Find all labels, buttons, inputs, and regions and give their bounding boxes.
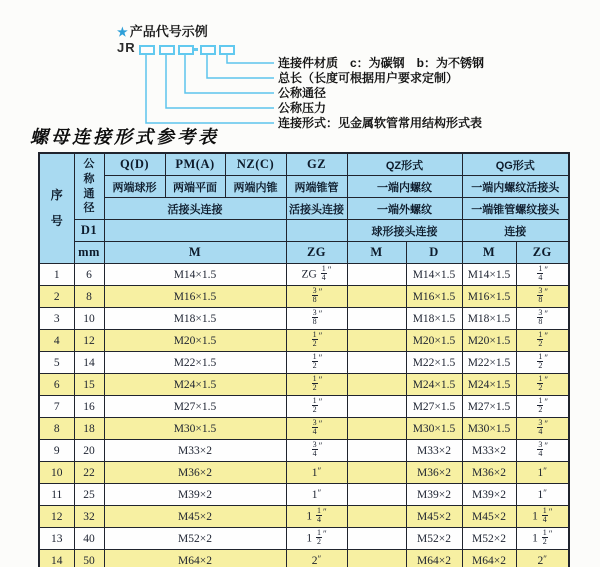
cell-mm: 14 bbox=[74, 352, 104, 374]
header-d1: D1 bbox=[74, 220, 104, 242]
cell-qg-m: M64×2 bbox=[462, 550, 516, 567]
table-row bbox=[39, 462, 569, 484]
table-row bbox=[39, 308, 569, 330]
table-row bbox=[39, 506, 569, 528]
cell-qz-m bbox=[347, 506, 406, 528]
cell-qz-m bbox=[347, 330, 406, 352]
cell-mm: 12 bbox=[74, 330, 104, 352]
cell-qg-zg: $\frac{1}{2}$ ″ bbox=[516, 330, 569, 352]
cell-mm: 40 bbox=[74, 528, 104, 550]
cell-no: 3 bbox=[39, 308, 74, 330]
code-prefix: JR bbox=[117, 40, 136, 55]
cell-qz-d: M22×1.5 bbox=[406, 352, 462, 374]
cell-mm: 18 bbox=[74, 418, 104, 440]
header-qz-d: D bbox=[406, 242, 462, 264]
cell-qz-m bbox=[347, 396, 406, 418]
header-seq: 序号 bbox=[39, 153, 74, 264]
header-gz-desc: 两端锥管 bbox=[286, 176, 347, 198]
cell-qg-m: M22×1.5 bbox=[462, 352, 516, 374]
cell-mm: 8 bbox=[74, 286, 104, 308]
cell-qg-m: M20×1.5 bbox=[462, 330, 516, 352]
cell-m: M30×1.5 bbox=[104, 418, 286, 440]
cell-m: M39×2 bbox=[104, 484, 286, 506]
code-dash bbox=[192, 48, 198, 51]
cell-gz: $\frac{3}{4}$ ″ bbox=[286, 418, 347, 440]
cell-no: 1 bbox=[39, 264, 74, 286]
cell-qg-zg: $\frac{1}{4}$ ″ bbox=[516, 264, 569, 286]
code-segment-box-4 bbox=[200, 45, 216, 55]
header-blank-gz bbox=[286, 220, 347, 242]
cell-qz-m bbox=[347, 418, 406, 440]
table-row bbox=[39, 264, 569, 286]
cell-m: M18×1.5 bbox=[104, 308, 286, 330]
header-col-pm: PM(A) bbox=[165, 153, 225, 176]
table-title: 螺母连接形式参考表 bbox=[30, 127, 219, 148]
cell-qg-zg: 1″ bbox=[516, 462, 569, 484]
header-col-qz: QZ形式 bbox=[347, 153, 462, 176]
cell-no: 7 bbox=[39, 396, 74, 418]
cell-qz-d: M14×1.5 bbox=[406, 264, 462, 286]
cell-qg-zg: $\frac{3}{4}$ ″ bbox=[516, 440, 569, 462]
cell-qg-m: M36×2 bbox=[462, 462, 516, 484]
header-qg-m: M bbox=[462, 242, 516, 264]
cell-gz: 1″ bbox=[286, 462, 347, 484]
cell-qg-zg: $\frac{3}{8}$ ″ bbox=[516, 286, 569, 308]
header-col-nz: NZ(C) bbox=[225, 153, 286, 176]
cell-qg-m: M33×2 bbox=[462, 440, 516, 462]
cell-m: M27×1.5 bbox=[104, 396, 286, 418]
cell-qz-m bbox=[347, 352, 406, 374]
cell-qz-d: M64×2 bbox=[406, 550, 462, 567]
cell-qg-zg: 1 $\frac{1}{4}$ ″ bbox=[516, 506, 569, 528]
cell-qz-m bbox=[347, 374, 406, 396]
cell-m: M24×1.5 bbox=[104, 374, 286, 396]
header-nominal-diameter: 公称通径 bbox=[74, 153, 104, 220]
legend-nominal-diameter: 公称通径 bbox=[278, 86, 327, 100]
header-q-desc: 两端球形 bbox=[104, 176, 165, 198]
cell-gz: 1 $\frac{1}{4}$ ″ bbox=[286, 506, 347, 528]
cell-gz: 2″ bbox=[286, 550, 347, 567]
cell-qz-m bbox=[347, 440, 406, 462]
diagram-title bbox=[117, 21, 208, 40]
table-row bbox=[39, 440, 569, 462]
cell-qz-m bbox=[347, 308, 406, 330]
cell-qg-zg: 1″ bbox=[516, 484, 569, 506]
cell-qg-m: M16×1.5 bbox=[462, 286, 516, 308]
cell-mm: 32 bbox=[74, 506, 104, 528]
cell-mm: 10 bbox=[74, 308, 104, 330]
legend-connection-form: 连接形式：见金属软管常用结构形式表 bbox=[278, 116, 483, 130]
cell-gz: $\frac{1}{2}$ ″ bbox=[286, 374, 347, 396]
code-segment-box-2 bbox=[159, 45, 175, 55]
table-row bbox=[39, 484, 569, 506]
cell-m: M64×2 bbox=[104, 550, 286, 567]
header-row-2 bbox=[39, 176, 569, 198]
cell-gz: $\frac{3}{4}$ ″ bbox=[286, 440, 347, 462]
header-qz-m: M bbox=[347, 242, 406, 264]
cell-no: 6 bbox=[39, 374, 74, 396]
cell-m: M20×1.5 bbox=[104, 330, 286, 352]
cell-qz-m bbox=[347, 484, 406, 506]
cell-qg-zg: $\frac{1}{2}$ ″ bbox=[516, 352, 569, 374]
cell-no: 8 bbox=[39, 418, 74, 440]
header-nz-desc: 两端内锥 bbox=[225, 176, 286, 198]
table-row bbox=[39, 418, 569, 440]
cell-m: M45×2 bbox=[104, 506, 286, 528]
cell-qg-m: M18×1.5 bbox=[462, 308, 516, 330]
cell-qz-d: M27×1.5 bbox=[406, 396, 462, 418]
cell-qz-d: M45×2 bbox=[406, 506, 462, 528]
cell-qg-m: M39×2 bbox=[462, 484, 516, 506]
cell-qg-m: M24×1.5 bbox=[462, 374, 516, 396]
header-mm: mm bbox=[74, 242, 104, 264]
header-col-q: Q(D) bbox=[104, 153, 165, 176]
cell-qg-m: M45×2 bbox=[462, 506, 516, 528]
cell-m: M16×1.5 bbox=[104, 286, 286, 308]
header-col-qg: QG形式 bbox=[462, 153, 569, 176]
header-qg-conn: 连接 bbox=[462, 220, 569, 242]
cell-qg-m: M52×2 bbox=[462, 528, 516, 550]
cell-mm: 25 bbox=[74, 484, 104, 506]
cell-mm: 22 bbox=[74, 462, 104, 484]
cell-m: M33×2 bbox=[104, 440, 286, 462]
table-row bbox=[39, 352, 569, 374]
cell-qz-d: M16×1.5 bbox=[406, 286, 462, 308]
cell-qz-d: M24×1.5 bbox=[406, 374, 462, 396]
cell-qg-zg: $\frac{1}{2}$ ″ bbox=[516, 396, 569, 418]
cell-m: M22×1.5 bbox=[104, 352, 286, 374]
header-zg: ZG bbox=[286, 242, 347, 264]
star-icon: ★ bbox=[117, 25, 128, 39]
cell-qz-m bbox=[347, 264, 406, 286]
cell-m: M36×2 bbox=[104, 462, 286, 484]
cell-gz: $\frac{1}{2}$ ″ bbox=[286, 352, 347, 374]
cell-mm: 20 bbox=[74, 440, 104, 462]
cell-qg-m: M27×1.5 bbox=[462, 396, 516, 418]
cell-qg-zg: $\frac{3}{8}$ ″ bbox=[516, 308, 569, 330]
header-row-3 bbox=[39, 198, 569, 220]
cell-no: 13 bbox=[39, 528, 74, 550]
cell-qz-m bbox=[347, 286, 406, 308]
cell-m: M14×1.5 bbox=[104, 264, 286, 286]
table-row bbox=[39, 550, 569, 567]
header-row-1 bbox=[39, 153, 569, 176]
cell-qz-m bbox=[347, 462, 406, 484]
table-row bbox=[39, 374, 569, 396]
cell-no: 4 bbox=[39, 330, 74, 352]
cell-gz: 1″ bbox=[286, 484, 347, 506]
cell-no: 11 bbox=[39, 484, 74, 506]
header-qz-desc1: 一端内螺纹 bbox=[347, 176, 462, 198]
cell-no: 2 bbox=[39, 286, 74, 308]
table-row bbox=[39, 396, 569, 418]
cell-qg-zg: 1 $\frac{1}{2}$ ″ bbox=[516, 528, 569, 550]
cell-m: M52×2 bbox=[104, 528, 286, 550]
cell-qg-zg: 2″ bbox=[516, 550, 569, 567]
header-qz-conn: 球形接头连接 bbox=[347, 220, 462, 242]
cell-no: 9 bbox=[39, 440, 74, 462]
cell-gz: $\frac{3}{8}$ ″ bbox=[286, 308, 347, 330]
header-gz-conn: 活接头连接 bbox=[286, 198, 347, 220]
cell-no: 14 bbox=[39, 550, 74, 567]
cell-no: 12 bbox=[39, 506, 74, 528]
header-row-5 bbox=[39, 242, 569, 264]
table-body bbox=[39, 264, 569, 567]
table-header bbox=[39, 153, 569, 264]
nut-connection-table bbox=[38, 152, 570, 567]
header-qz-desc2: 一端外螺纹 bbox=[347, 198, 462, 220]
cell-qz-d: M36×2 bbox=[406, 462, 462, 484]
header-row-4 bbox=[39, 220, 569, 242]
cell-qz-d: M20×1.5 bbox=[406, 330, 462, 352]
cell-qg-m: M30×1.5 bbox=[462, 418, 516, 440]
cell-qz-d: M33×2 bbox=[406, 440, 462, 462]
cell-gz: $\frac{1}{2}$ ″ bbox=[286, 396, 347, 418]
cell-qg-zg: $\frac{3}{4}$ ″ bbox=[516, 418, 569, 440]
cell-qz-d: M18×1.5 bbox=[406, 308, 462, 330]
cell-gz: ZG $\frac{1}{4}$ ″ bbox=[286, 264, 347, 286]
cell-gz: 1 $\frac{1}{2}$ ″ bbox=[286, 528, 347, 550]
cell-mm: 16 bbox=[74, 396, 104, 418]
cell-gz: $\frac{3}{8}$ ″ bbox=[286, 286, 347, 308]
code-segment-box-1 bbox=[139, 45, 155, 55]
header-m: M bbox=[104, 242, 286, 264]
cell-qz-m bbox=[347, 528, 406, 550]
diagram-title-text: 产品代号示例 bbox=[129, 24, 208, 39]
code-segment-box-5 bbox=[219, 45, 235, 55]
legend-nominal-pressure: 公称压力 bbox=[278, 101, 327, 115]
header-qg-zg: ZG bbox=[516, 242, 569, 264]
cell-qz-d: M52×2 bbox=[406, 528, 462, 550]
header-qg-desc1: 一端内螺纹活接头 bbox=[462, 176, 569, 198]
cell-mm: 50 bbox=[74, 550, 104, 567]
table-row bbox=[39, 330, 569, 352]
cell-no: 5 bbox=[39, 352, 74, 374]
cell-mm: 15 bbox=[74, 374, 104, 396]
header-union-conn: 活接头连接 bbox=[104, 198, 286, 220]
header-pm-desc: 两端平面 bbox=[165, 176, 225, 198]
cell-qz-d: M30×1.5 bbox=[406, 418, 462, 440]
header-qg-desc2: 一端锥管螺纹接头 bbox=[462, 198, 569, 220]
table-row bbox=[39, 286, 569, 308]
header-col-gz: GZ bbox=[286, 153, 347, 176]
cell-qg-m: M14×1.5 bbox=[462, 264, 516, 286]
cell-qg-zg: $\frac{1}{2}$ ″ bbox=[516, 374, 569, 396]
cell-qz-d: M39×2 bbox=[406, 484, 462, 506]
cell-qz-m bbox=[347, 550, 406, 567]
legend-total-length: 总长（长度可根据用户要求定制） bbox=[278, 71, 459, 85]
cell-gz: $\frac{1}{2}$ ″ bbox=[286, 330, 347, 352]
cell-no: 10 bbox=[39, 462, 74, 484]
header-blank-left bbox=[104, 220, 286, 242]
table-row bbox=[39, 528, 569, 550]
cell-mm: 6 bbox=[74, 264, 104, 286]
legend-material: 连接件材质 c：为碳钢 b：为不锈钢 bbox=[278, 56, 485, 70]
